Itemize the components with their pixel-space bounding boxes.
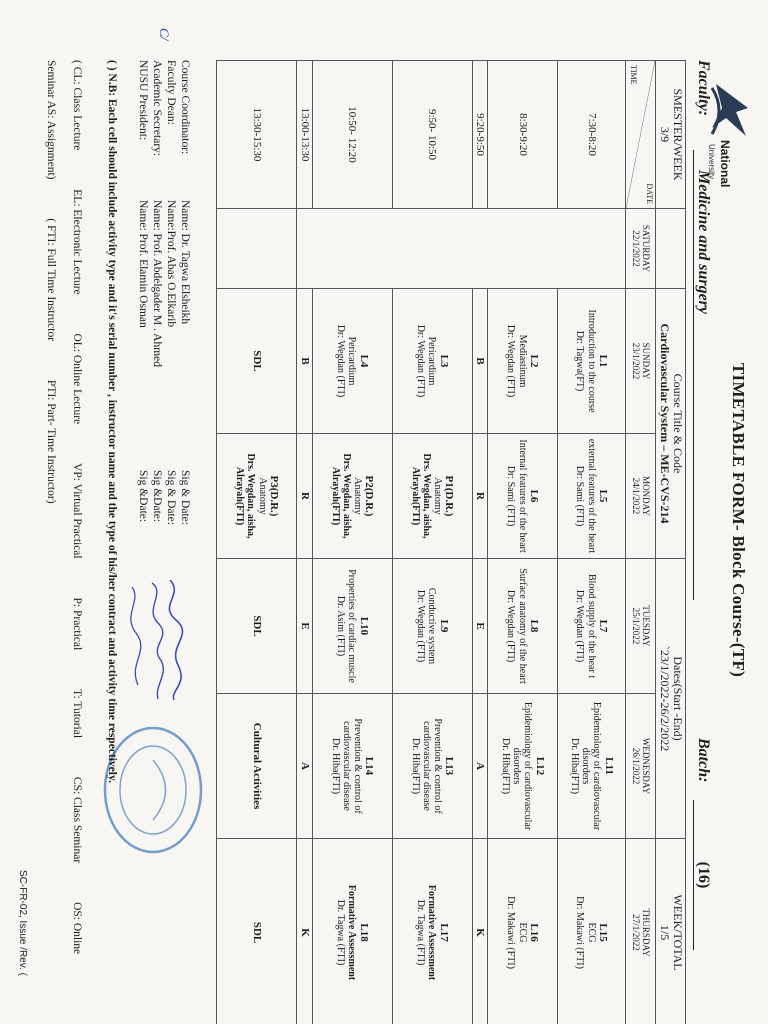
slot-row — [217, 61, 297, 1024]
saturday-empty-cell — [217, 209, 297, 289]
day-name: TUESDAY — [640, 605, 651, 647]
session-instructor: Dr. Tagwa (FTI) — [415, 899, 427, 966]
sdl-cell: SDL — [217, 839, 297, 1024]
legend-row — [64, 60, 90, 1000]
session-cell — [392, 559, 472, 694]
day-date: 25/1/2022 — [630, 607, 641, 645]
session-instructor: Dr. Hiba(FTI) — [409, 737, 421, 795]
dates-value: `23/1/2022-26/2/2022 — [657, 645, 672, 752]
session-code: L13 — [443, 756, 456, 776]
batch-value: (16) — [693, 800, 712, 950]
session-cell — [312, 559, 392, 694]
corner-time: TIME — [629, 65, 639, 85]
break-letter: E — [472, 559, 487, 694]
session-code: L16 — [527, 923, 540, 942]
staff-signature-label: Sig & Date: — [165, 470, 177, 525]
blank-cell — [656, 209, 686, 289]
staff-role: NUSU President: — [137, 60, 149, 141]
session-cell — [312, 694, 392, 839]
legend-item: T: Tutorial — [71, 689, 83, 739]
session-topic: Anatomy — [256, 477, 268, 515]
slot-row — [488, 61, 558, 1024]
session-instructor: Dr. Hiba(FTI) — [329, 737, 341, 795]
session-instructor: Dr: Wegdan (FTI) — [415, 324, 427, 398]
day-header — [626, 289, 656, 434]
course-cell — [656, 289, 686, 559]
handwritten-mark: C/ — [157, 28, 172, 41]
session-topic: Mediastinum — [516, 334, 528, 388]
staff-signature-label: Sig &Date: — [137, 470, 149, 523]
session-code: P3(D.R.) — [267, 475, 280, 517]
session-instructor: Drs. Wegdan, aisha, Alrayah(FTI) — [409, 453, 432, 539]
session-instructor: Dr. Tagwa (FTI) — [335, 899, 347, 966]
session-code: L9 — [437, 619, 450, 633]
legend-item: EL: Electronic Lecture — [71, 189, 83, 295]
staff-role: Course Coordinator: — [179, 60, 191, 155]
break-letter: K — [472, 839, 487, 1024]
session-cell — [312, 839, 392, 1024]
day-name: MONDAY — [640, 476, 651, 516]
session-instructor: Dr. Asim (FTI) — [335, 595, 347, 657]
slot-row — [392, 61, 472, 1024]
session-code: L15 — [596, 923, 609, 942]
session-code: L10 — [357, 616, 370, 636]
legend-row — [38, 60, 64, 1000]
course-label: Course Title & Code — [671, 373, 685, 474]
day-header — [626, 694, 656, 839]
session-cell — [488, 559, 558, 694]
session-topic: Prevention & control of cardiovascular disease — [340, 718, 363, 814]
break-letter: R — [297, 434, 312, 559]
session-topic: Formative Assessment — [346, 884, 358, 981]
break-row — [472, 61, 487, 1024]
day-name: SATURDAY — [640, 224, 651, 273]
logo-name: National — [718, 140, 732, 188]
days-row — [626, 61, 656, 1024]
time-cell: 13:30-15:30 — [217, 61, 297, 209]
weektotal-value: 1/5 — [657, 924, 672, 941]
day-date: 22/1/2022 — [630, 230, 641, 267]
session-cell — [558, 289, 626, 434]
corner-date: DATE — [645, 183, 655, 204]
break-letter: A — [297, 694, 312, 839]
session-cell — [392, 839, 472, 1024]
session-instructor: Dr. Hiba(FTI) — [568, 737, 580, 795]
break-letter: K — [297, 839, 312, 1024]
session-code: L3 — [437, 354, 450, 368]
session-cell — [312, 289, 392, 434]
session-topic: Surface anatomy of the heart — [516, 568, 528, 684]
session-topic: external features of the heart — [585, 438, 597, 554]
session-instructor: Drs. Wegdan, aisha, Alrayah(FTI) — [234, 453, 257, 539]
session-cell — [558, 434, 626, 559]
day-date: 26/1/2022 — [630, 747, 641, 785]
staff-signature-label: Sig &Date: — [151, 470, 163, 523]
day-date: 23/1/2022 — [630, 342, 641, 380]
faculty-value: Medicine and surgery — [693, 150, 712, 600]
session-topic: Internal features of the heart — [516, 439, 528, 553]
session-instructor: Dr: Sami (FTI) — [505, 465, 517, 527]
slot-row — [558, 61, 626, 1024]
session-cell — [488, 839, 558, 1024]
form-title: TIMETABLE FORM- Block Course-(TF) — [729, 362, 748, 678]
staff-name: Name: Prof. Elamin Osman — [137, 200, 149, 328]
session-code: L7 — [596, 619, 609, 633]
session-instructor: Dr: Sami (FTI) — [574, 465, 586, 527]
legend-item: CS: Class Seminar — [71, 776, 83, 864]
session-code: L17 — [437, 923, 450, 942]
session-code: L1 — [596, 354, 609, 368]
session-code: L6 — [527, 489, 540, 503]
break-letter: A — [472, 694, 487, 839]
session-instructor: Dr: Wegdan (FTI) — [505, 589, 517, 663]
session-topic: Conductive system — [426, 587, 438, 665]
staff-role: Faculty Dean: — [165, 60, 177, 125]
session-code: L5 — [596, 489, 609, 503]
time-cell: 10:50- 12:20 — [312, 61, 392, 209]
session-instructor: Dr: Wegdan (FTI) — [415, 589, 427, 663]
session-topic: Anatomy — [431, 477, 443, 515]
session-code: L12 — [533, 756, 546, 776]
session-cell — [488, 694, 558, 839]
session-instructor: Dr: Tagwa(FT) — [574, 330, 586, 392]
note-text: ( ) N.B: Each cell should include activity type and it's serial number , instructor name and the type of his/her contract and activity time respectively. — [106, 60, 118, 783]
cultural-activities-cell: Cultural Activities — [217, 694, 297, 839]
time-cell: 9:50- 10:50 — [392, 61, 472, 209]
session-cell — [392, 434, 472, 559]
semester-value: 3/9 — [657, 126, 672, 143]
time-cell: 9:20-9:50 — [472, 61, 487, 209]
session-code: P2(D.R.) — [363, 475, 376, 517]
session-topic: Blood supply of the hear t — [585, 573, 597, 679]
session-code: L18 — [357, 923, 370, 942]
legend — [38, 60, 90, 1000]
session-cell — [488, 289, 558, 434]
legend-item: OL: Online Lecture — [71, 333, 83, 425]
staff-name: Name: Dr. Tagwa Elsheikh — [179, 200, 191, 325]
semester-label: SMESTER/WEEK — [671, 88, 685, 181]
session-code: L8 — [527, 619, 540, 633]
break-letter: E — [297, 559, 312, 694]
session-cell — [312, 434, 392, 559]
time-cell: 8:30-9:20 — [488, 61, 558, 209]
dates-cell — [656, 559, 686, 839]
day-header — [626, 839, 656, 1024]
staff-role: Academic Secretary: — [151, 60, 163, 157]
staff-name: Name: Prof. Abdelgader M . Ahmed — [151, 200, 163, 368]
semester-cell — [656, 61, 686, 209]
session-topic: ECG — [516, 922, 528, 943]
staff-name: Name:Prof. Abas O.Elkarib — [165, 200, 177, 328]
sdl-cell: SDL — [217, 289, 297, 434]
session-topic: Prevention & control of cardiovascular disease — [420, 718, 443, 814]
session-topic: Properties of cardiac muscle — [346, 569, 358, 683]
session-topic: Pericardium — [346, 336, 358, 386]
faculty-label: Faculty: — [695, 60, 712, 116]
saturday-empty-cell — [297, 209, 626, 289]
time-cell: 7:30-8:20 — [558, 61, 626, 209]
session-instructor: Drs. Wegdan, aisha, Alrayah(FTI) — [329, 453, 352, 539]
day-header — [626, 559, 656, 694]
day-header — [626, 434, 656, 559]
form-code: SC-FR-02, Issue /Rev. ( — [17, 870, 28, 976]
session-topic: ECG — [585, 922, 597, 943]
day-date: 24/1/2022 — [630, 477, 641, 515]
break-letter: B — [472, 289, 487, 434]
session-instructor: Dr: Makawi (FTI) — [574, 896, 586, 969]
session-instructor: Dr: Wegdan (FTI) — [505, 324, 517, 398]
course-value: Cardiovascular System – ME-CVS-214 — [657, 323, 672, 524]
session-topic: Epidemiology of cardiovascular disorders — [511, 701, 534, 831]
session-cell — [558, 559, 626, 694]
legend-item: OS: Online — [71, 902, 83, 955]
break-letter: R — [472, 434, 487, 559]
session-code: L14 — [363, 756, 376, 776]
corner-cell — [626, 61, 656, 209]
time-cell: 13:00-13:30 — [297, 61, 312, 209]
session-code: L4 — [357, 354, 370, 368]
dates-label: Dates(Start -End) — [671, 656, 685, 741]
session-instructor: Dr: Wegdan (FTI) — [574, 589, 586, 663]
weektotal-label: WEEK/TOTAL — [671, 894, 685, 971]
session-topic: Formative Assessment — [426, 884, 438, 981]
handwritten-signature-icon — [108, 575, 188, 705]
session-topic: Anatomy — [351, 477, 363, 515]
break-row — [297, 61, 312, 1024]
legend-item: VP: Virtual Practical — [71, 463, 83, 559]
legend-item: Seminar AS: Assignment) — [45, 60, 57, 180]
day-name: SUNDAY — [640, 342, 651, 380]
slot-row — [312, 61, 392, 1024]
session-cell — [558, 839, 626, 1024]
break-letter: B — [297, 289, 312, 434]
day-date: 27/1/2022 — [630, 914, 641, 951]
day-name: WEDNESDAY — [640, 737, 651, 795]
timetable — [217, 60, 687, 1024]
session-cell — [217, 434, 297, 559]
session-code: L2 — [527, 354, 540, 368]
session-cell — [392, 289, 472, 434]
staff-signature-label: Sig & Date: — [179, 470, 191, 525]
header-row — [656, 61, 686, 1024]
session-cell — [488, 434, 558, 559]
logo-emblem-icon — [708, 78, 756, 142]
legend-item: P: Practical — [71, 597, 83, 651]
session-code: L11 — [602, 757, 615, 775]
session-instructor: Dr. Hiba(FTI) — [499, 737, 511, 795]
session-instructor: Dr: Makawi (FTI) — [505, 896, 517, 969]
weektotal-cell — [656, 839, 686, 1024]
day-header — [626, 209, 656, 289]
session-code: P1(D.R.) — [443, 475, 456, 517]
legend-item: ( FTI: Full Time Instructor — [45, 218, 57, 342]
session-topic: Introduction to the course — [585, 309, 597, 413]
day-name: THURSDAY — [640, 908, 651, 957]
session-cell — [558, 694, 626, 839]
session-cell — [392, 694, 472, 839]
session-instructor: Dr: Wegdan (FTI) — [335, 324, 347, 398]
logo-sub: University — [707, 144, 716, 180]
sdl-cell: SDL — [217, 559, 297, 694]
session-topic: Epidemiology of cardiovascular disorders — [580, 701, 603, 831]
legend-item: ( CL: Class Lecture — [71, 60, 83, 151]
batch-label: Batch: — [695, 738, 712, 783]
session-topic: Pericardium — [426, 336, 438, 386]
legend-item: PTI: Part- Time Instructor) — [45, 379, 57, 504]
